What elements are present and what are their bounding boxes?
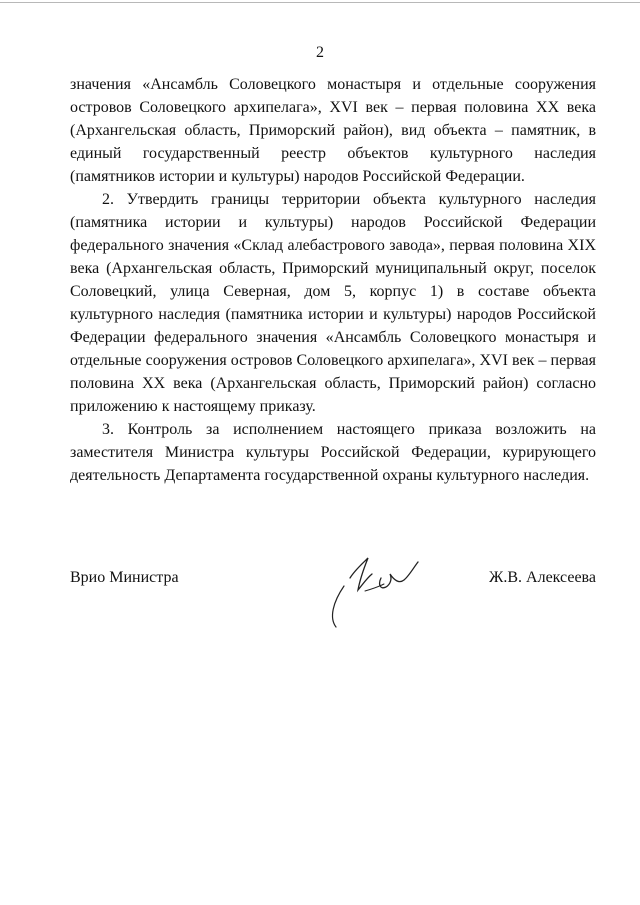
page-number: 2: [316, 44, 324, 61]
top-border-line: [0, 2, 640, 3]
paragraph-item-2: 2. Утвердить границы территории объекта культурного наследия (памятника истории и культуры) народов Российской Федерации федерального значения «Склад алебастрового завода», первая половина XIX века (Архангельская область, Приморский муниципальный округ, поселок Соловецкий, улица Северная, дом 5, корпус 1) в составе объекта культурного наследия (памятника истории и культуры) народов Российской Федерации федерального значения «Ансамбль Соловецкого монастыря и отдельные сооружения островов Соловецкого архипелага», XVI век – первая половина XX века (Архангельская область, Приморский район) согласно приложению к настоящему приказу.: [70, 191, 596, 415]
paragraph-continuation: значения «Ансамбль Соловецкого монастыря и отдельные сооружения островов Соловецкого архипелага», XVI век – первая половина XX века (Архангельская область, Приморский район), вид объекта – памятник, в единый государственный реестр объектов культурного наследия (памятников истории и культуры) народов Российской Федерации.: [70, 76, 596, 185]
signature-block: [70, 564, 596, 634]
paragraph-item-3: 3. Контроль за исполнением настоящего приказа возложить на заместителя Министра культуры Российской Федерации, курирующего деятельность Департамента государственной охраны культурного наследия.: [70, 421, 596, 484]
signer-name: Ж.В. Алексеева: [489, 569, 596, 586]
document-body: [70, 73, 596, 487]
signer-title: Врио Министра: [70, 569, 179, 586]
handwritten-signature-image: [320, 534, 440, 629]
